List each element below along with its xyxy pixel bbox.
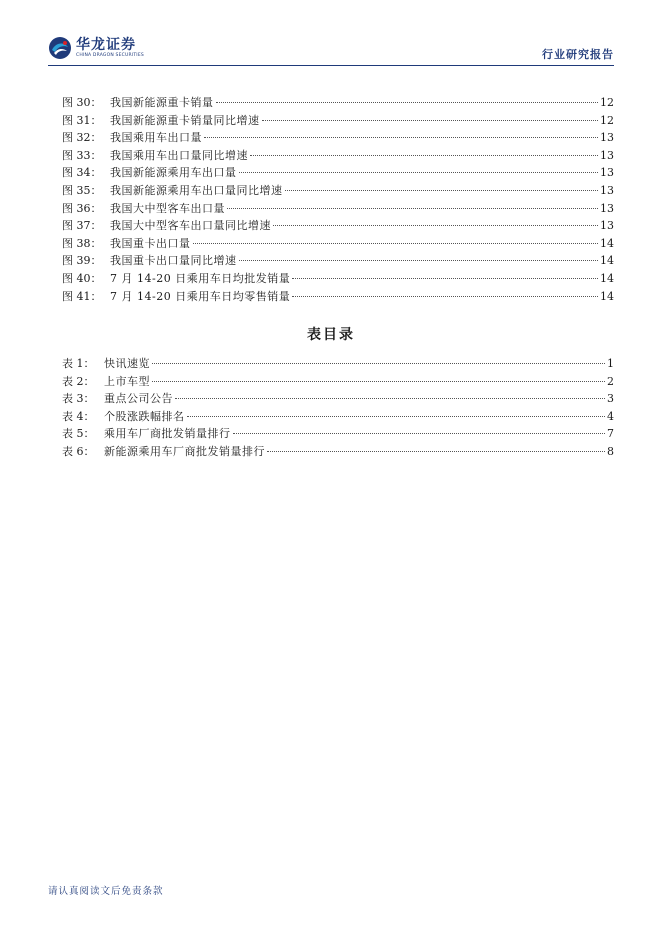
figure-entry[interactable]: [62, 129, 614, 147]
figure-entry[interactable]: [62, 164, 614, 182]
figure-entry-label: 图 30：: [62, 96, 102, 109]
table-entry[interactable]: [62, 355, 614, 373]
company-logo: [48, 36, 144, 60]
table-entry-page-number: 1: [607, 357, 614, 370]
dot-leader: [152, 381, 605, 382]
figure-entry-page-number: 14: [600, 271, 614, 285]
table-entry-page-number: 4: [607, 409, 614, 423]
table-entry[interactable]: [62, 425, 614, 443]
dot-leader: [292, 278, 598, 279]
dragon-logo-icon: [48, 36, 72, 60]
figure-entry-title: 我国新能源重卡销量: [110, 96, 214, 109]
table-entry-label: 表 2：: [62, 374, 95, 388]
dot-leader: [239, 172, 599, 173]
figure-entry-page-number: 13: [600, 201, 614, 215]
figure-entry-page-number: 12: [600, 96, 614, 109]
dot-leader: [292, 296, 598, 297]
figure-entry-label: 图 35：: [62, 183, 102, 197]
table-index-list: [62, 355, 614, 461]
figure-entry-label: 图 37：: [62, 219, 102, 233]
figure-entry-label: 图 41：: [62, 289, 102, 303]
header-divider: [48, 65, 614, 66]
figure-entry-title: 我国重卡出口量同比增速: [110, 254, 237, 268]
dot-leader: [175, 398, 605, 399]
figure-entry-label: 图 39：: [62, 254, 102, 268]
table-entry-page-number: 8: [607, 444, 614, 458]
figure-entry-label: 图 33：: [62, 148, 102, 162]
dot-leader: [216, 102, 599, 103]
figure-entry-page-number: 13: [600, 183, 614, 197]
table-entry-page-number: 3: [607, 392, 614, 406]
dot-leader: [239, 260, 599, 261]
table-entry-title: 上市车型: [104, 374, 150, 388]
figure-entry-title: 7 月 14-20 日乘用车日均批发销量: [110, 271, 291, 285]
figure-entry-label: 图 36：: [62, 201, 102, 215]
figure-entry[interactable]: [62, 147, 614, 165]
figure-entry-page-number: 14: [600, 289, 614, 303]
table-entry[interactable]: [62, 390, 614, 408]
figure-entry-label: 图 40：: [62, 271, 102, 285]
figure-entry[interactable]: [62, 270, 614, 288]
dot-leader: [152, 363, 605, 364]
figure-entry-title: 我国新能源乘用车出口量: [110, 166, 237, 180]
figure-entry-title: 我国乘用车出口量同比增速: [110, 148, 248, 162]
disclaimer-note: 请认真阅读文后免责条款: [48, 886, 164, 897]
dot-leader: [193, 243, 599, 244]
figure-entry-page-number: 12: [600, 113, 614, 127]
table-entry[interactable]: [62, 408, 614, 426]
dot-leader: [262, 120, 599, 121]
dot-leader: [187, 416, 606, 417]
dot-leader: [227, 208, 598, 209]
table-entry-label: 表 5：: [62, 427, 95, 441]
figure-entry[interactable]: [62, 182, 614, 200]
figure-entry-page-number: 13: [600, 219, 614, 233]
table-entry-label: 表 1：: [62, 357, 95, 370]
figure-entry[interactable]: [62, 112, 614, 130]
figure-entry[interactable]: [62, 94, 614, 112]
table-entry-title: 个股涨跌幅排名: [104, 409, 185, 423]
table-entry[interactable]: [62, 373, 614, 391]
figure-entry-page-number: 13: [600, 131, 614, 145]
table-entry-label: 表 4：: [62, 409, 95, 423]
figure-entry-title: 我国新能源重卡销量同比增速: [110, 113, 260, 127]
dot-leader: [204, 137, 598, 138]
table-entry-title: 重点公司公告: [104, 392, 173, 406]
figure-entry-label: 图 38：: [62, 236, 102, 250]
logo-english-name: CHINA DRAGON SECURITIES: [76, 52, 144, 58]
page-header: [48, 36, 614, 66]
dot-leader: [285, 190, 599, 191]
figure-index-list: [62, 94, 614, 305]
table-entry[interactable]: [62, 443, 614, 461]
figure-entry[interactable]: [62, 235, 614, 253]
dot-leader: [233, 433, 606, 434]
dot-leader: [273, 225, 598, 226]
figure-entry-title: 我国大中型客车出口量同比增速: [110, 219, 271, 233]
figure-entry-page-number: 13: [600, 166, 614, 180]
figure-entry-page-number: 14: [600, 254, 614, 268]
table-entry-page-number: 7: [607, 427, 614, 441]
figure-entry-page-number: 13: [600, 148, 614, 162]
table-entry-label: 表 6：: [62, 444, 95, 458]
report-type-label: 行业研究报告: [542, 48, 614, 61]
figure-entry[interactable]: [62, 288, 614, 306]
figure-entry-label: 图 32：: [62, 131, 102, 145]
figure-entry-title: 我国乘用车出口量: [110, 131, 202, 145]
table-entry-page-number: 2: [607, 374, 614, 388]
table-entry-title: 乘用车厂商批发销量排行: [104, 427, 231, 441]
table-entry-label: 表 3：: [62, 392, 95, 406]
figure-entry-label: 图 31：: [62, 113, 102, 127]
figure-entry[interactable]: [62, 252, 614, 270]
figure-entry-title: 我国大中型客车出口量: [110, 201, 225, 215]
table-entry-title: 新能源乘用车厂商批发销量排行: [104, 444, 265, 458]
figure-entry-title: 我国新能源乘用车出口量同比增速: [110, 183, 283, 197]
table-entry-title: 快讯速览: [104, 357, 150, 370]
figure-entry[interactable]: [62, 217, 614, 235]
figure-entry-page-number: 14: [600, 236, 614, 250]
table-index-title: 表目录: [307, 327, 355, 343]
figure-entry-title: 7 月 14-20 日乘用车日均零售销量: [110, 289, 291, 303]
figure-entry[interactable]: [62, 200, 614, 218]
logo-chinese-name: 华龙证券: [76, 36, 136, 53]
figure-entry-title: 我国重卡出口量: [110, 236, 191, 250]
dot-leader: [267, 451, 605, 452]
dot-leader: [250, 155, 598, 156]
figure-entry-label: 图 34：: [62, 166, 102, 180]
